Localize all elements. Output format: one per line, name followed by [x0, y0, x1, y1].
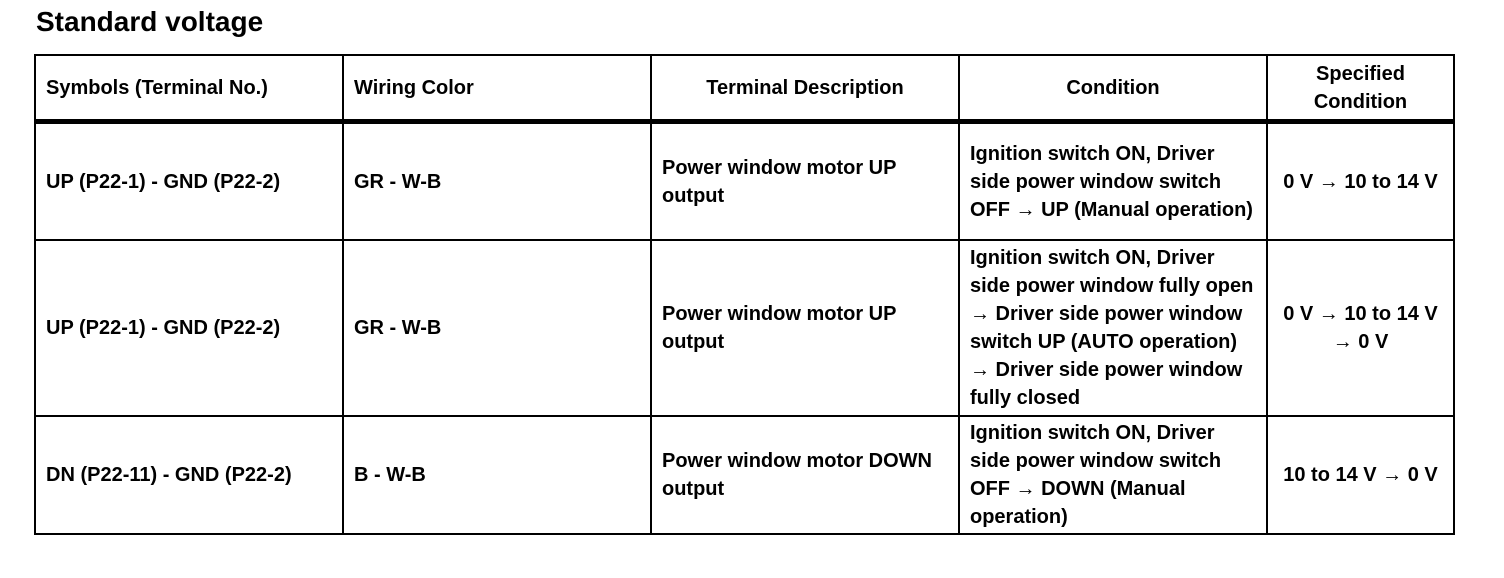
cell-wiring-color: GR - W-B: [343, 240, 651, 416]
cell-wiring-color: B - W-B: [343, 416, 651, 534]
table-row: [35, 416, 1454, 534]
cell-specified-condition: 0 V → 10 to 14 V → 0 V: [1267, 240, 1454, 416]
header-condition: Condition: [959, 55, 1267, 122]
cell-condition: Ignition switch ON, Driver side power window switch OFF → UP (Manual operation): [959, 122, 1267, 241]
header-terminal-description: Terminal Description: [651, 55, 959, 122]
table-row: [35, 240, 1454, 416]
cell-symbols: DN (P22-11) - GND (P22-2): [35, 416, 343, 534]
header-symbols: Symbols (Terminal No.): [35, 55, 343, 122]
cell-symbols: UP (P22-1) - GND (P22-2): [35, 240, 343, 416]
cell-condition: Ignition switch ON, Driver side power window fully open → Driver side power window switch UP (AUTO operation) → Driver side power window fully closed: [959, 240, 1267, 416]
cell-terminal-description: Power window motor UP output: [651, 122, 959, 241]
cell-wiring-color: GR - W-B: [343, 122, 651, 241]
header-wiring-color: Wiring Color: [343, 55, 651, 122]
table-row: [35, 122, 1454, 241]
cell-symbols: UP (P22-1) - GND (P22-2): [35, 122, 343, 241]
cell-terminal-description: Power window motor UP output: [651, 240, 959, 416]
cell-terminal-description: Power window motor DOWN output: [651, 416, 959, 534]
cell-specified-condition: 0 V → 10 to 14 V: [1267, 122, 1454, 241]
cell-specified-condition: 10 to 14 V → 0 V: [1267, 416, 1454, 534]
cell-condition: Ignition switch ON, Driver side power window switch OFF → DOWN (Manual operation): [959, 416, 1267, 534]
page-title: Standard voltage: [36, 6, 264, 37]
header-specified-condition: Specified Condition: [1267, 55, 1454, 122]
standard-voltage-table: [34, 54, 1455, 535]
table-header-row: [35, 55, 1454, 122]
